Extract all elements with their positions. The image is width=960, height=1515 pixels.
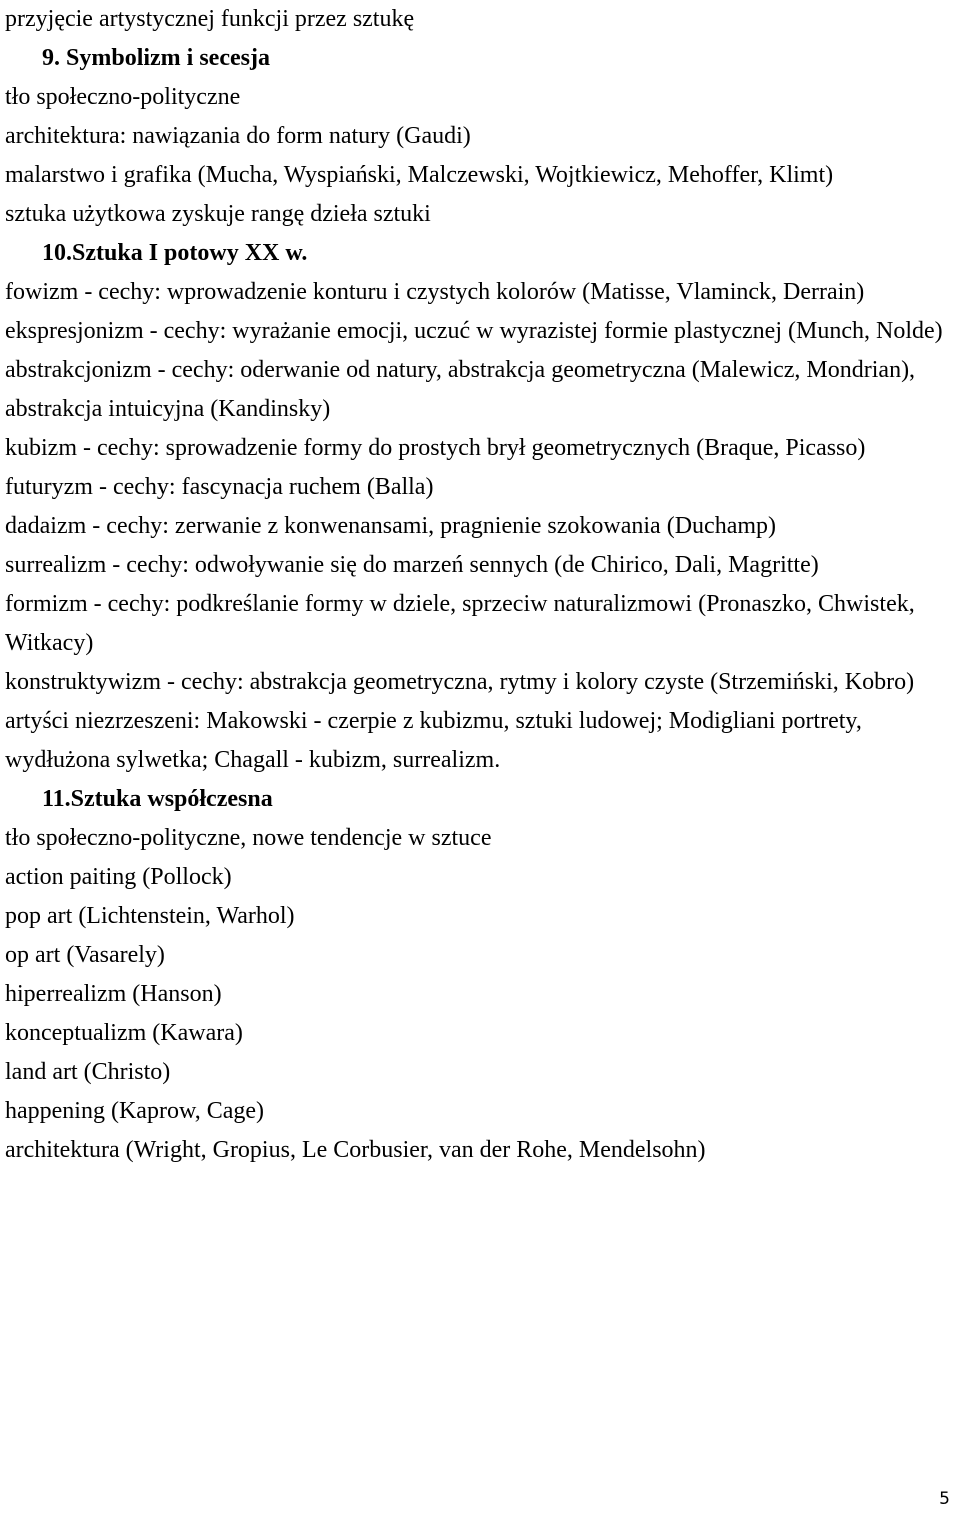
text-line: pop art (Lichtenstein, Warhol)	[5, 903, 295, 929]
text-line: happening (Kaprow, Cage)	[5, 1098, 265, 1124]
text-line: surrealizm - cechy: odwoływanie się do marzeń sennych (de Chirico, Dali, Magritte)	[5, 552, 819, 578]
text-line: przyjęcie artystycznej funkcji przez sztukę	[5, 6, 415, 32]
text-line: formizm - cechy: podkreślanie formy w dziele, sprzeciw naturalizmowi (Pronaszko, Chwistek, Witkacy)	[5, 591, 915, 656]
text-line: abstrakcjonizm - cechy: oderwanie od natury, abstrakcja geometryczna (Malewicz, Mondrian), abstrakcja intuicyjna (Kandinsky)	[5, 357, 916, 422]
section-heading-10: 10.Sztuka I potowy XX w.	[42, 240, 308, 266]
text-line: futuryzm - cechy: fascynacja ruchem (Balla)	[5, 474, 434, 500]
text-line: tło społeczno-polityczne, nowe tendencje w sztuce	[5, 825, 492, 851]
text-line: tło społeczno-polityczne	[5, 84, 241, 110]
text-line: action paiting (Pollock)	[5, 864, 232, 890]
text-line: konceptualizm (Kawara)	[5, 1020, 243, 1046]
text-line: dadaizm - cechy: zerwanie z konwenansami, pragnienie szokowania (Duchamp)	[5, 513, 776, 539]
text-line: op art (Vasarely)	[5, 942, 165, 968]
text-line: kubizm - cechy: sprowadzenie formy do prostych brył geometrycznych (Braque, Picasso)	[5, 435, 866, 461]
section-heading-11: 11.Sztuka współczesna	[42, 786, 273, 812]
text-line: architektura: nawiązania do form natury (Gaudi)	[5, 123, 471, 149]
text-line: ekspresjonizm - cechy: wyrażanie emocji, uczuć w wyrazistej formie plastycznej (Munch, Nolde)	[5, 318, 943, 344]
text-line: sztuka użytkowa zyskuje rangę dzieła sztuki	[5, 201, 431, 227]
page-number: 5	[939, 1489, 950, 1509]
text-line: fowizm - cechy: wprowadzenie konturu i czystych kolorów (Matisse, Vlaminck, Derrain)	[5, 279, 865, 305]
text-line: konstruktywizm - cechy: abstrakcja geometryczna, rytmy i kolory czyste (Strzemiński, Kobro)	[5, 669, 915, 695]
section-heading-9: 9. Symbolizm i secesja	[42, 45, 270, 71]
text-line: hiperrealizm (Hanson)	[5, 981, 222, 1007]
text-line: land art (Christo)	[5, 1059, 171, 1085]
document-body	[5, 0, 960, 1170]
text-line: malarstwo i grafika (Mucha, Wyspiański, Malczewski, Wojtkiewicz, Mehoffer, Klimt)	[5, 162, 834, 188]
text-line: architektura (Wright, Gropius, Le Corbusier, van der Rohe, Mendelsohn)	[5, 1137, 706, 1163]
text-line: artyści niezrzeszeni: Makowski - czerpie z kubizmu, sztuki ludowej; Modigliani portrety, wydłużona sylwetka; Chagall - kubizm, surrealizm.	[5, 708, 862, 773]
